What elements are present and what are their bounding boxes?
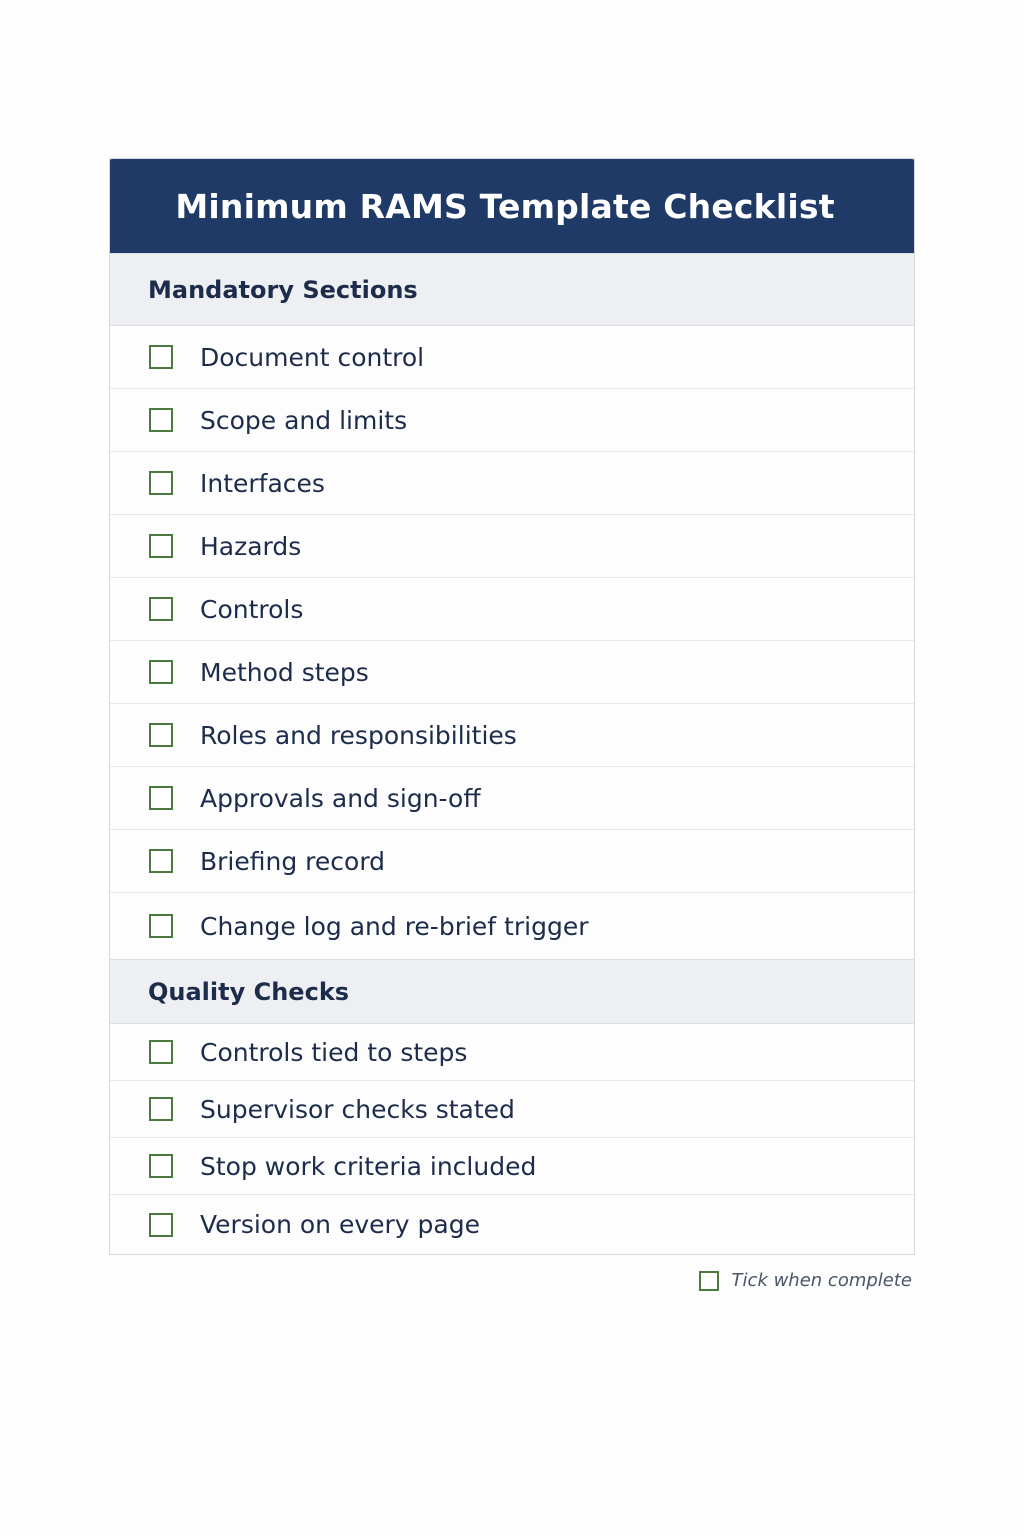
footer-legend [699, 1270, 912, 1291]
title-bar [110, 159, 914, 253]
checkbox-icon[interactable] [149, 471, 173, 495]
checklist-item-label: Stop work criteria included [200, 1151, 537, 1181]
checklist-item[interactable] [110, 893, 914, 959]
checklist-item[interactable] [110, 1024, 914, 1081]
checklist-item-label: Controls tied to steps [200, 1037, 468, 1067]
section-title: Mandatory Sections [148, 275, 418, 304]
checklist-card [109, 158, 915, 1255]
checklist-item-label: Controls [200, 594, 304, 624]
checkbox-icon[interactable] [149, 534, 173, 558]
checkbox-icon [699, 1271, 719, 1291]
checkbox-icon[interactable] [149, 914, 173, 938]
checklist-item-label: Roles and responsibilities [200, 720, 517, 750]
checkbox-icon[interactable] [149, 408, 173, 432]
checkbox-icon[interactable] [149, 597, 173, 621]
checklist-item-label: Scope and limits [200, 405, 408, 435]
checklist-item-label: Briefing record [200, 846, 386, 876]
checklist-item[interactable] [110, 515, 914, 578]
checklist-item-label: Supervisor checks stated [200, 1094, 515, 1124]
page-title: Minimum RAMS Template Checklist [175, 186, 835, 226]
checklist-item[interactable] [110, 1195, 914, 1254]
checklist-item[interactable] [110, 452, 914, 515]
checkbox-icon[interactable] [149, 723, 173, 747]
section-header-quality [110, 959, 914, 1024]
checklist-item-label: Approvals and sign-off [200, 783, 481, 813]
checklist-item-label: Change log and re-brief trigger [200, 911, 589, 941]
checkbox-icon[interactable] [149, 1040, 173, 1064]
checklist-item[interactable] [110, 830, 914, 893]
checklist-item[interactable] [110, 704, 914, 767]
checklist-item-label: Document control [200, 342, 425, 372]
checklist-item-label: Hazards [200, 531, 302, 561]
checklist-item[interactable] [110, 641, 914, 704]
checklist-item[interactable] [110, 578, 914, 641]
checklist-item-label: Version on every page [200, 1210, 480, 1239]
checklist-item[interactable] [110, 1138, 914, 1195]
footer-note: Tick when complete [731, 1270, 912, 1291]
checklist-item[interactable] [110, 389, 914, 452]
checkbox-icon[interactable] [149, 849, 173, 873]
section-title: Quality Checks [148, 977, 350, 1006]
checklist-item-label: Interfaces [200, 468, 325, 498]
checklist-item[interactable] [110, 1081, 914, 1138]
section-header-mandatory [110, 253, 914, 326]
checkbox-icon[interactable] [149, 1097, 173, 1121]
checkbox-icon[interactable] [149, 1154, 173, 1178]
checklist-item[interactable] [110, 767, 914, 830]
checklist-item[interactable] [110, 326, 914, 389]
checklist-item-label: Method steps [200, 657, 369, 687]
checkbox-icon[interactable] [149, 660, 173, 684]
quality-list [110, 1024, 914, 1254]
checkbox-icon[interactable] [149, 786, 173, 810]
checkbox-icon[interactable] [149, 1213, 173, 1237]
checkbox-icon[interactable] [149, 345, 173, 369]
mandatory-list [110, 326, 914, 959]
